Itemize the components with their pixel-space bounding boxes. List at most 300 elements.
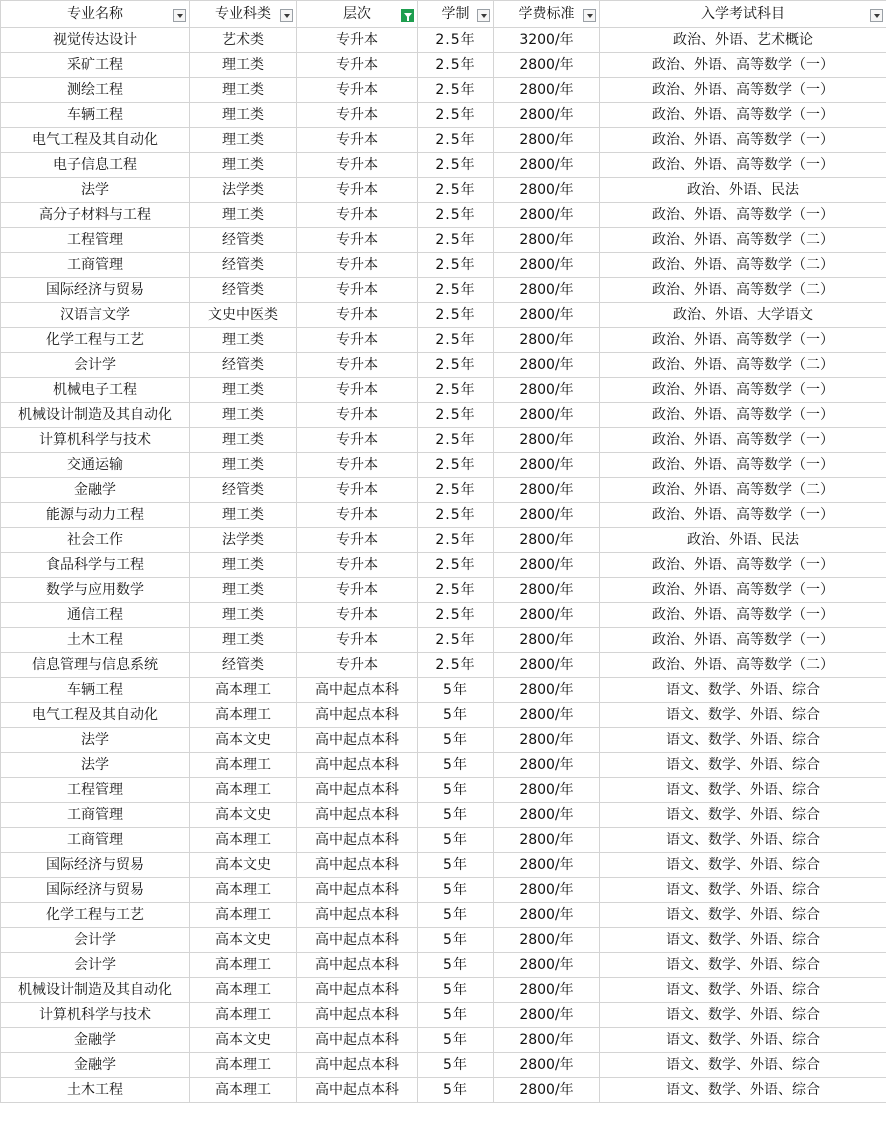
cell-exam-subjects[interactable]: 政治、外语、高等数学（一） bbox=[600, 503, 886, 528]
cell-category[interactable]: 理工类 bbox=[190, 78, 297, 103]
cell-category[interactable]: 经管类 bbox=[190, 228, 297, 253]
cell-tuition[interactable]: 2800/年 bbox=[494, 478, 600, 503]
cell-tuition[interactable]: 2800/年 bbox=[494, 828, 600, 853]
cell-category[interactable]: 文史中医类 bbox=[190, 303, 297, 328]
cell-tuition[interactable]: 2800/年 bbox=[494, 1003, 600, 1028]
cell-major-name[interactable]: 测绘工程 bbox=[1, 78, 190, 103]
cell-category[interactable]: 高本理工 bbox=[190, 753, 297, 778]
cell-category[interactable]: 理工类 bbox=[190, 53, 297, 78]
cell-tuition[interactable]: 2800/年 bbox=[494, 428, 600, 453]
table-row bbox=[1, 1003, 886, 1028]
cell-level[interactable]: 高中起点本科 bbox=[297, 978, 418, 1003]
cell-category[interactable]: 艺术类 bbox=[190, 28, 297, 53]
cell-exam-subjects[interactable]: 政治、外语、高等数学（一） bbox=[600, 153, 886, 178]
table-row bbox=[1, 403, 886, 428]
cell-tuition[interactable]: 2800/年 bbox=[494, 603, 600, 628]
cell-exam-subjects[interactable]: 语文、数学、外语、综合 bbox=[600, 928, 886, 953]
table-row bbox=[1, 253, 886, 278]
cell-exam-subjects[interactable]: 政治、外语、高等数学（一） bbox=[600, 453, 886, 478]
cell-category[interactable]: 理工类 bbox=[190, 203, 297, 228]
table-row bbox=[1, 503, 886, 528]
cell-exam-subjects[interactable]: 政治、外语、高等数学（二） bbox=[600, 278, 886, 303]
table-row bbox=[1, 678, 886, 703]
cell-exam-subjects[interactable]: 政治、外语、高等数学（二） bbox=[600, 253, 886, 278]
cell-tuition[interactable]: 2800/年 bbox=[494, 778, 600, 803]
table-row bbox=[1, 1028, 886, 1053]
filter-dropdown-icon[interactable] bbox=[173, 9, 186, 22]
cell-category[interactable]: 理工类 bbox=[190, 128, 297, 153]
cell-exam-subjects[interactable]: 语文、数学、外语、综合 bbox=[600, 1003, 886, 1028]
cell-tuition[interactable]: 2800/年 bbox=[494, 53, 600, 78]
cell-duration[interactable]: 2.5年 bbox=[418, 53, 494, 78]
cell-category[interactable]: 理工类 bbox=[190, 603, 297, 628]
table-row bbox=[1, 903, 886, 928]
cell-exam-subjects[interactable]: 政治、外语、高等数学（一） bbox=[600, 628, 886, 653]
cell-level[interactable]: 高中起点本科 bbox=[297, 1003, 418, 1028]
table-row bbox=[1, 378, 886, 403]
cell-duration[interactable]: 2.5年 bbox=[418, 553, 494, 578]
cell-tuition[interactable]: 2800/年 bbox=[494, 353, 600, 378]
cell-category[interactable]: 高本理工 bbox=[190, 1078, 297, 1103]
cell-tuition[interactable]: 2800/年 bbox=[494, 228, 600, 253]
cell-tuition[interactable]: 2800/年 bbox=[494, 953, 600, 978]
cell-major-name[interactable]: 会计学 bbox=[1, 953, 190, 978]
cell-level[interactable]: 高中起点本科 bbox=[297, 928, 418, 953]
cell-tuition[interactable]: 2800/年 bbox=[494, 328, 600, 353]
cell-level[interactable]: 高中起点本科 bbox=[297, 803, 418, 828]
cell-major-name[interactable]: 食品科学与工程 bbox=[1, 553, 190, 578]
table-row bbox=[1, 53, 886, 78]
cell-tuition[interactable]: 2800/年 bbox=[494, 878, 600, 903]
table-row bbox=[1, 703, 886, 728]
cell-category[interactable]: 高本文史 bbox=[190, 803, 297, 828]
table-row bbox=[1, 228, 886, 253]
cell-duration[interactable]: 2.5年 bbox=[418, 503, 494, 528]
cell-level[interactable]: 专升本 bbox=[297, 353, 418, 378]
cell-tuition[interactable]: 2800/年 bbox=[494, 553, 600, 578]
cell-duration[interactable]: 5年 bbox=[418, 1028, 494, 1053]
cell-duration[interactable]: 2.5年 bbox=[418, 153, 494, 178]
cell-major-name[interactable]: 金融学 bbox=[1, 1053, 190, 1078]
cell-tuition[interactable]: 2800/年 bbox=[494, 153, 600, 178]
cell-level[interactable]: 专升本 bbox=[297, 603, 418, 628]
table-row bbox=[1, 303, 886, 328]
cell-major-name[interactable]: 通信工程 bbox=[1, 603, 190, 628]
cell-tuition[interactable]: 3200/年 bbox=[494, 28, 600, 53]
cell-tuition[interactable]: 2800/年 bbox=[494, 453, 600, 478]
cell-level[interactable]: 专升本 bbox=[297, 403, 418, 428]
cell-category[interactable]: 高本文史 bbox=[190, 1028, 297, 1053]
cell-category[interactable]: 理工类 bbox=[190, 378, 297, 403]
cell-major-name[interactable]: 工商管理 bbox=[1, 253, 190, 278]
cell-major-name[interactable]: 计算机科学与技术 bbox=[1, 428, 190, 453]
cell-exam-subjects[interactable]: 语文、数学、外语、综合 bbox=[600, 828, 886, 853]
table-row bbox=[1, 1053, 886, 1078]
cell-category[interactable]: 经管类 bbox=[190, 353, 297, 378]
cell-category[interactable]: 高本理工 bbox=[190, 778, 297, 803]
cell-exam-subjects[interactable]: 语文、数学、外语、综合 bbox=[600, 728, 886, 753]
cell-tuition[interactable]: 2800/年 bbox=[494, 303, 600, 328]
cell-major-name[interactable]: 会计学 bbox=[1, 928, 190, 953]
header-label: 学费标准 bbox=[518, 6, 575, 22]
cell-exam-subjects[interactable]: 政治、外语、高等数学（一） bbox=[600, 578, 886, 603]
cell-major-name[interactable]: 能源与动力工程 bbox=[1, 503, 190, 528]
table-row bbox=[1, 128, 886, 153]
cell-tuition[interactable]: 2800/年 bbox=[494, 253, 600, 278]
cell-major-name[interactable]: 数学与应用数学 bbox=[1, 578, 190, 603]
cell-level[interactable]: 专升本 bbox=[297, 478, 418, 503]
table-row bbox=[1, 828, 886, 853]
cell-major-name[interactable]: 视觉传达设计 bbox=[1, 28, 190, 53]
cell-level[interactable]: 专升本 bbox=[297, 103, 418, 128]
cell-level[interactable]: 专升本 bbox=[297, 253, 418, 278]
header-cell-duration[interactable] bbox=[418, 1, 494, 28]
cell-tuition[interactable]: 2800/年 bbox=[494, 803, 600, 828]
cell-category[interactable]: 理工类 bbox=[190, 403, 297, 428]
cell-duration[interactable]: 2.5年 bbox=[418, 428, 494, 453]
cell-duration[interactable]: 2.5年 bbox=[418, 253, 494, 278]
cell-category[interactable]: 经管类 bbox=[190, 478, 297, 503]
cell-duration[interactable]: 5年 bbox=[418, 803, 494, 828]
cell-level[interactable]: 高中起点本科 bbox=[297, 778, 418, 803]
cell-major-name[interactable]: 金融学 bbox=[1, 478, 190, 503]
cell-major-name[interactable]: 工程管理 bbox=[1, 778, 190, 803]
cell-duration[interactable]: 2.5年 bbox=[418, 403, 494, 428]
filter-dropdown-icon[interactable] bbox=[477, 9, 490, 22]
table-row bbox=[1, 803, 886, 828]
cell-level[interactable]: 专升本 bbox=[297, 453, 418, 478]
cell-duration[interactable]: 2.5年 bbox=[418, 528, 494, 553]
table-row bbox=[1, 578, 886, 603]
cell-duration[interactable]: 5年 bbox=[418, 728, 494, 753]
cell-level[interactable]: 高中起点本科 bbox=[297, 1053, 418, 1078]
table-row bbox=[1, 603, 886, 628]
cell-tuition[interactable]: 2800/年 bbox=[494, 578, 600, 603]
cell-tuition[interactable]: 2800/年 bbox=[494, 1053, 600, 1078]
cell-level[interactable]: 专升本 bbox=[297, 28, 418, 53]
cell-exam-subjects[interactable]: 政治、外语、高等数学（二） bbox=[600, 653, 886, 678]
cell-exam-subjects[interactable]: 语文、数学、外语、综合 bbox=[600, 753, 886, 778]
cell-category[interactable]: 高本理工 bbox=[190, 678, 297, 703]
cell-duration[interactable]: 2.5年 bbox=[418, 603, 494, 628]
cell-category[interactable]: 高本理工 bbox=[190, 953, 297, 978]
cell-level[interactable]: 专升本 bbox=[297, 128, 418, 153]
table-row bbox=[1, 178, 886, 203]
cell-tuition[interactable]: 2800/年 bbox=[494, 378, 600, 403]
cell-category[interactable]: 理工类 bbox=[190, 453, 297, 478]
cell-level[interactable]: 专升本 bbox=[297, 503, 418, 528]
cell-tuition[interactable]: 2800/年 bbox=[494, 178, 600, 203]
cell-category[interactable]: 高本文史 bbox=[190, 853, 297, 878]
cell-duration[interactable]: 2.5年 bbox=[418, 453, 494, 478]
cell-category[interactable]: 高本理工 bbox=[190, 1003, 297, 1028]
cell-exam-subjects[interactable]: 政治、外语、高等数学（一） bbox=[600, 328, 886, 353]
cell-major-name[interactable]: 机械设计制造及其自动化 bbox=[1, 978, 190, 1003]
filter-dropdown-icon[interactable] bbox=[583, 9, 596, 22]
cell-tuition[interactable]: 2800/年 bbox=[494, 978, 600, 1003]
cell-duration[interactable]: 2.5年 bbox=[418, 278, 494, 303]
table-row bbox=[1, 278, 886, 303]
cell-duration[interactable]: 5年 bbox=[418, 1078, 494, 1103]
cell-level[interactable]: 专升本 bbox=[297, 53, 418, 78]
cell-category[interactable]: 高本理工 bbox=[190, 703, 297, 728]
header-label: 专业科类 bbox=[215, 6, 271, 22]
cell-category[interactable]: 法学类 bbox=[190, 528, 297, 553]
cell-category[interactable]: 高本理工 bbox=[190, 1053, 297, 1078]
cell-tuition[interactable]: 2800/年 bbox=[494, 78, 600, 103]
cell-level[interactable]: 专升本 bbox=[297, 653, 418, 678]
cell-tuition[interactable]: 2800/年 bbox=[494, 203, 600, 228]
cell-exam-subjects[interactable]: 政治、外语、高等数学（二） bbox=[600, 353, 886, 378]
cell-major-name[interactable]: 机械电子工程 bbox=[1, 378, 190, 403]
cell-major-name[interactable]: 采矿工程 bbox=[1, 53, 190, 78]
cell-major-name[interactable]: 工程管理 bbox=[1, 228, 190, 253]
cell-tuition[interactable]: 2800/年 bbox=[494, 903, 600, 928]
cell-major-name[interactable]: 土木工程 bbox=[1, 628, 190, 653]
cell-major-name[interactable]: 工商管理 bbox=[1, 803, 190, 828]
cell-duration[interactable]: 5年 bbox=[418, 703, 494, 728]
cell-tuition[interactable]: 2800/年 bbox=[494, 678, 600, 703]
cell-tuition[interactable]: 2800/年 bbox=[494, 403, 600, 428]
table-row bbox=[1, 653, 886, 678]
cell-major-name[interactable]: 车辆工程 bbox=[1, 678, 190, 703]
cell-major-name[interactable]: 机械设计制造及其自动化 bbox=[1, 403, 190, 428]
cell-major-name[interactable]: 国际经济与贸易 bbox=[1, 278, 190, 303]
filter-dropdown-icon[interactable] bbox=[870, 9, 883, 22]
cell-exam-subjects[interactable]: 政治、外语、高等数学（一） bbox=[600, 128, 886, 153]
table-row bbox=[1, 28, 886, 53]
cell-category[interactable]: 理工类 bbox=[190, 153, 297, 178]
cell-duration[interactable]: 2.5年 bbox=[418, 378, 494, 403]
cell-level[interactable]: 高中起点本科 bbox=[297, 1028, 418, 1053]
cell-major-name[interactable]: 化学工程与工艺 bbox=[1, 903, 190, 928]
cell-exam-subjects[interactable]: 语文、数学、外语、综合 bbox=[600, 1053, 886, 1078]
cell-category[interactable]: 高本文史 bbox=[190, 728, 297, 753]
cell-tuition[interactable]: 2800/年 bbox=[494, 653, 600, 678]
cell-exam-subjects[interactable]: 政治、外语、高等数学（一） bbox=[600, 553, 886, 578]
cell-duration[interactable]: 2.5年 bbox=[418, 178, 494, 203]
cell-level[interactable]: 专升本 bbox=[297, 428, 418, 453]
cell-tuition[interactable]: 2800/年 bbox=[494, 853, 600, 878]
cell-exam-subjects[interactable]: 语文、数学、外语、综合 bbox=[600, 978, 886, 1003]
cell-tuition[interactable]: 2800/年 bbox=[494, 103, 600, 128]
cell-duration[interactable]: 2.5年 bbox=[418, 353, 494, 378]
cell-exam-subjects[interactable]: 语文、数学、外语、综合 bbox=[600, 778, 886, 803]
cell-tuition[interactable]: 2800/年 bbox=[494, 628, 600, 653]
cell-category[interactable]: 理工类 bbox=[190, 578, 297, 603]
cell-major-name[interactable]: 车辆工程 bbox=[1, 103, 190, 128]
filter-active-icon[interactable] bbox=[401, 9, 414, 22]
cell-category[interactable]: 理工类 bbox=[190, 628, 297, 653]
cell-exam-subjects[interactable]: 政治、外语、高等数学（一） bbox=[600, 203, 886, 228]
cell-exam-subjects[interactable]: 政治、外语、高等数学（二） bbox=[600, 478, 886, 503]
cell-duration[interactable]: 5年 bbox=[418, 853, 494, 878]
cell-level[interactable]: 专升本 bbox=[297, 628, 418, 653]
cell-duration[interactable]: 2.5年 bbox=[418, 128, 494, 153]
cell-major-name[interactable]: 计算机科学与技术 bbox=[1, 1003, 190, 1028]
cell-tuition[interactable]: 2800/年 bbox=[494, 503, 600, 528]
cell-exam-subjects[interactable]: 语文、数学、外语、综合 bbox=[600, 678, 886, 703]
cell-exam-subjects[interactable]: 政治、外语、民法 bbox=[600, 528, 886, 553]
cell-level[interactable]: 高中起点本科 bbox=[297, 1078, 418, 1103]
cell-duration[interactable]: 2.5年 bbox=[418, 578, 494, 603]
cell-category[interactable]: 高本理工 bbox=[190, 828, 297, 853]
cell-tuition[interactable]: 2800/年 bbox=[494, 928, 600, 953]
cell-duration[interactable]: 5年 bbox=[418, 828, 494, 853]
cell-duration[interactable]: 2.5年 bbox=[418, 203, 494, 228]
cell-major-name[interactable]: 法学 bbox=[1, 753, 190, 778]
cell-level[interactable]: 专升本 bbox=[297, 278, 418, 303]
cell-level[interactable]: 专升本 bbox=[297, 303, 418, 328]
cell-category[interactable]: 理工类 bbox=[190, 328, 297, 353]
header-cell-category[interactable] bbox=[190, 1, 297, 28]
cell-exam-subjects[interactable]: 语文、数学、外语、综合 bbox=[600, 953, 886, 978]
cell-duration[interactable]: 2.5年 bbox=[418, 78, 494, 103]
header-label: 专业名称 bbox=[67, 6, 123, 22]
cell-level[interactable]: 专升本 bbox=[297, 553, 418, 578]
cell-category[interactable]: 高本理工 bbox=[190, 878, 297, 903]
cell-exam-subjects[interactable]: 政治、外语、高等数学（一） bbox=[600, 53, 886, 78]
cell-major-name[interactable]: 信息管理与信息系统 bbox=[1, 653, 190, 678]
cell-exam-subjects[interactable]: 政治、外语、高等数学（一） bbox=[600, 428, 886, 453]
cell-exam-subjects[interactable]: 语文、数学、外语、综合 bbox=[600, 1078, 886, 1103]
cell-exam-subjects[interactable]: 政治、外语、高等数学（一） bbox=[600, 103, 886, 128]
cell-category[interactable]: 理工类 bbox=[190, 503, 297, 528]
cell-category[interactable]: 高本理工 bbox=[190, 978, 297, 1003]
cell-level[interactable]: 专升本 bbox=[297, 328, 418, 353]
cell-level[interactable]: 高中起点本科 bbox=[297, 853, 418, 878]
cell-major-name[interactable]: 国际经济与贸易 bbox=[1, 853, 190, 878]
cell-duration[interactable]: 2.5年 bbox=[418, 103, 494, 128]
cell-major-name[interactable]: 法学 bbox=[1, 178, 190, 203]
filter-dropdown-icon[interactable] bbox=[280, 9, 293, 22]
cell-duration[interactable]: 5年 bbox=[418, 678, 494, 703]
cell-major-name[interactable]: 电子信息工程 bbox=[1, 153, 190, 178]
cell-tuition[interactable]: 2800/年 bbox=[494, 278, 600, 303]
cell-major-name[interactable]: 国际经济与贸易 bbox=[1, 878, 190, 903]
cell-duration[interactable]: 5年 bbox=[418, 778, 494, 803]
cell-level[interactable]: 专升本 bbox=[297, 153, 418, 178]
cell-level[interactable]: 专升本 bbox=[297, 378, 418, 403]
cell-category[interactable]: 经管类 bbox=[190, 253, 297, 278]
table-row bbox=[1, 853, 886, 878]
cell-tuition[interactable]: 2800/年 bbox=[494, 1028, 600, 1053]
cell-exam-subjects[interactable]: 政治、外语、高等数学（一） bbox=[600, 378, 886, 403]
cell-exam-subjects[interactable]: 语文、数学、外语、综合 bbox=[600, 878, 886, 903]
cell-category[interactable]: 经管类 bbox=[190, 278, 297, 303]
cell-major-name[interactable]: 社会工作 bbox=[1, 528, 190, 553]
cell-duration[interactable]: 5年 bbox=[418, 1003, 494, 1028]
cell-duration[interactable]: 2.5年 bbox=[418, 478, 494, 503]
cell-major-name[interactable]: 高分子材料与工程 bbox=[1, 203, 190, 228]
cell-level[interactable]: 专升本 bbox=[297, 78, 418, 103]
cell-level[interactable]: 高中起点本科 bbox=[297, 878, 418, 903]
cell-level[interactable]: 高中起点本科 bbox=[297, 703, 418, 728]
cell-level[interactable]: 高中起点本科 bbox=[297, 728, 418, 753]
cell-tuition[interactable]: 2800/年 bbox=[494, 753, 600, 778]
cell-exam-subjects[interactable]: 语文、数学、外语、综合 bbox=[600, 703, 886, 728]
cell-duration[interactable]: 5年 bbox=[418, 753, 494, 778]
cell-exam-subjects[interactable]: 语文、数学、外语、综合 bbox=[600, 853, 886, 878]
cell-duration[interactable]: 5年 bbox=[418, 878, 494, 903]
cell-major-name[interactable]: 交通运输 bbox=[1, 453, 190, 478]
cell-tuition[interactable]: 2800/年 bbox=[494, 528, 600, 553]
cell-category[interactable]: 经管类 bbox=[190, 653, 297, 678]
cell-category[interactable]: 理工类 bbox=[190, 103, 297, 128]
header-cell-major-name[interactable] bbox=[1, 1, 190, 28]
cell-exam-subjects[interactable]: 政治、外语、高等数学（一） bbox=[600, 603, 886, 628]
cell-level[interactable]: 高中起点本科 bbox=[297, 903, 418, 928]
cell-level[interactable]: 专升本 bbox=[297, 578, 418, 603]
cell-duration[interactable]: 5年 bbox=[418, 1053, 494, 1078]
cell-exam-subjects[interactable]: 政治、外语、高等数学（二） bbox=[600, 228, 886, 253]
cell-major-name[interactable]: 工商管理 bbox=[1, 828, 190, 853]
cell-category[interactable]: 理工类 bbox=[190, 428, 297, 453]
cell-category[interactable]: 高本文史 bbox=[190, 928, 297, 953]
table-row bbox=[1, 753, 886, 778]
cell-duration[interactable]: 5年 bbox=[418, 903, 494, 928]
cell-exam-subjects[interactable]: 政治、外语、民法 bbox=[600, 178, 886, 203]
header-cell-exam-subjects[interactable] bbox=[600, 1, 886, 28]
cell-tuition[interactable]: 2800/年 bbox=[494, 728, 600, 753]
cell-duration[interactable]: 2.5年 bbox=[418, 303, 494, 328]
cell-category[interactable]: 法学类 bbox=[190, 178, 297, 203]
cell-exam-subjects[interactable]: 语文、数学、外语、综合 bbox=[600, 803, 886, 828]
cell-level[interactable]: 专升本 bbox=[297, 178, 418, 203]
cell-exam-subjects[interactable]: 政治、外语、大学语文 bbox=[600, 303, 886, 328]
cell-duration[interactable]: 2.5年 bbox=[418, 228, 494, 253]
cell-duration[interactable]: 2.5年 bbox=[418, 653, 494, 678]
cell-level[interactable]: 专升本 bbox=[297, 228, 418, 253]
cell-level[interactable]: 专升本 bbox=[297, 528, 418, 553]
cell-major-name[interactable]: 化学工程与工艺 bbox=[1, 328, 190, 353]
cell-duration[interactable]: 5年 bbox=[418, 978, 494, 1003]
cell-exam-subjects[interactable]: 语文、数学、外语、综合 bbox=[600, 903, 886, 928]
cell-level[interactable]: 专升本 bbox=[297, 203, 418, 228]
cell-major-name[interactable]: 电气工程及其自动化 bbox=[1, 128, 190, 153]
header-cell-tuition[interactable] bbox=[494, 1, 600, 28]
cell-tuition[interactable]: 2800/年 bbox=[494, 1078, 600, 1103]
cell-exam-subjects[interactable]: 政治、外语、高等数学（一） bbox=[600, 78, 886, 103]
cell-exam-subjects[interactable]: 语文、数学、外语、综合 bbox=[600, 1028, 886, 1053]
cell-level[interactable]: 高中起点本科 bbox=[297, 828, 418, 853]
cell-level[interactable]: 高中起点本科 bbox=[297, 753, 418, 778]
cell-category[interactable]: 理工类 bbox=[190, 553, 297, 578]
cell-category[interactable]: 高本理工 bbox=[190, 903, 297, 928]
cell-duration[interactable]: 2.5年 bbox=[418, 28, 494, 53]
cell-duration[interactable]: 2.5年 bbox=[418, 328, 494, 353]
cell-major-name[interactable]: 土木工程 bbox=[1, 1078, 190, 1103]
table-row bbox=[1, 553, 886, 578]
cell-exam-subjects[interactable]: 政治、外语、高等数学（一） bbox=[600, 403, 886, 428]
header-cell-level[interactable] bbox=[297, 1, 418, 28]
cell-duration[interactable]: 2.5年 bbox=[418, 628, 494, 653]
cell-major-name[interactable]: 汉语言文学 bbox=[1, 303, 190, 328]
cell-major-name[interactable]: 电气工程及其自动化 bbox=[1, 703, 190, 728]
cell-major-name[interactable]: 金融学 bbox=[1, 1028, 190, 1053]
cell-major-name[interactable]: 会计学 bbox=[1, 353, 190, 378]
cell-level[interactable]: 高中起点本科 bbox=[297, 953, 418, 978]
cell-exam-subjects[interactable]: 政治、外语、艺术概论 bbox=[600, 28, 886, 53]
cell-tuition[interactable]: 2800/年 bbox=[494, 128, 600, 153]
cell-duration[interactable]: 5年 bbox=[418, 928, 494, 953]
table-row bbox=[1, 353, 886, 378]
cell-major-name[interactable]: 法学 bbox=[1, 728, 190, 753]
table-row bbox=[1, 953, 886, 978]
cell-duration[interactable]: 5年 bbox=[418, 953, 494, 978]
cell-level[interactable]: 高中起点本科 bbox=[297, 678, 418, 703]
cell-tuition[interactable]: 2800/年 bbox=[494, 703, 600, 728]
